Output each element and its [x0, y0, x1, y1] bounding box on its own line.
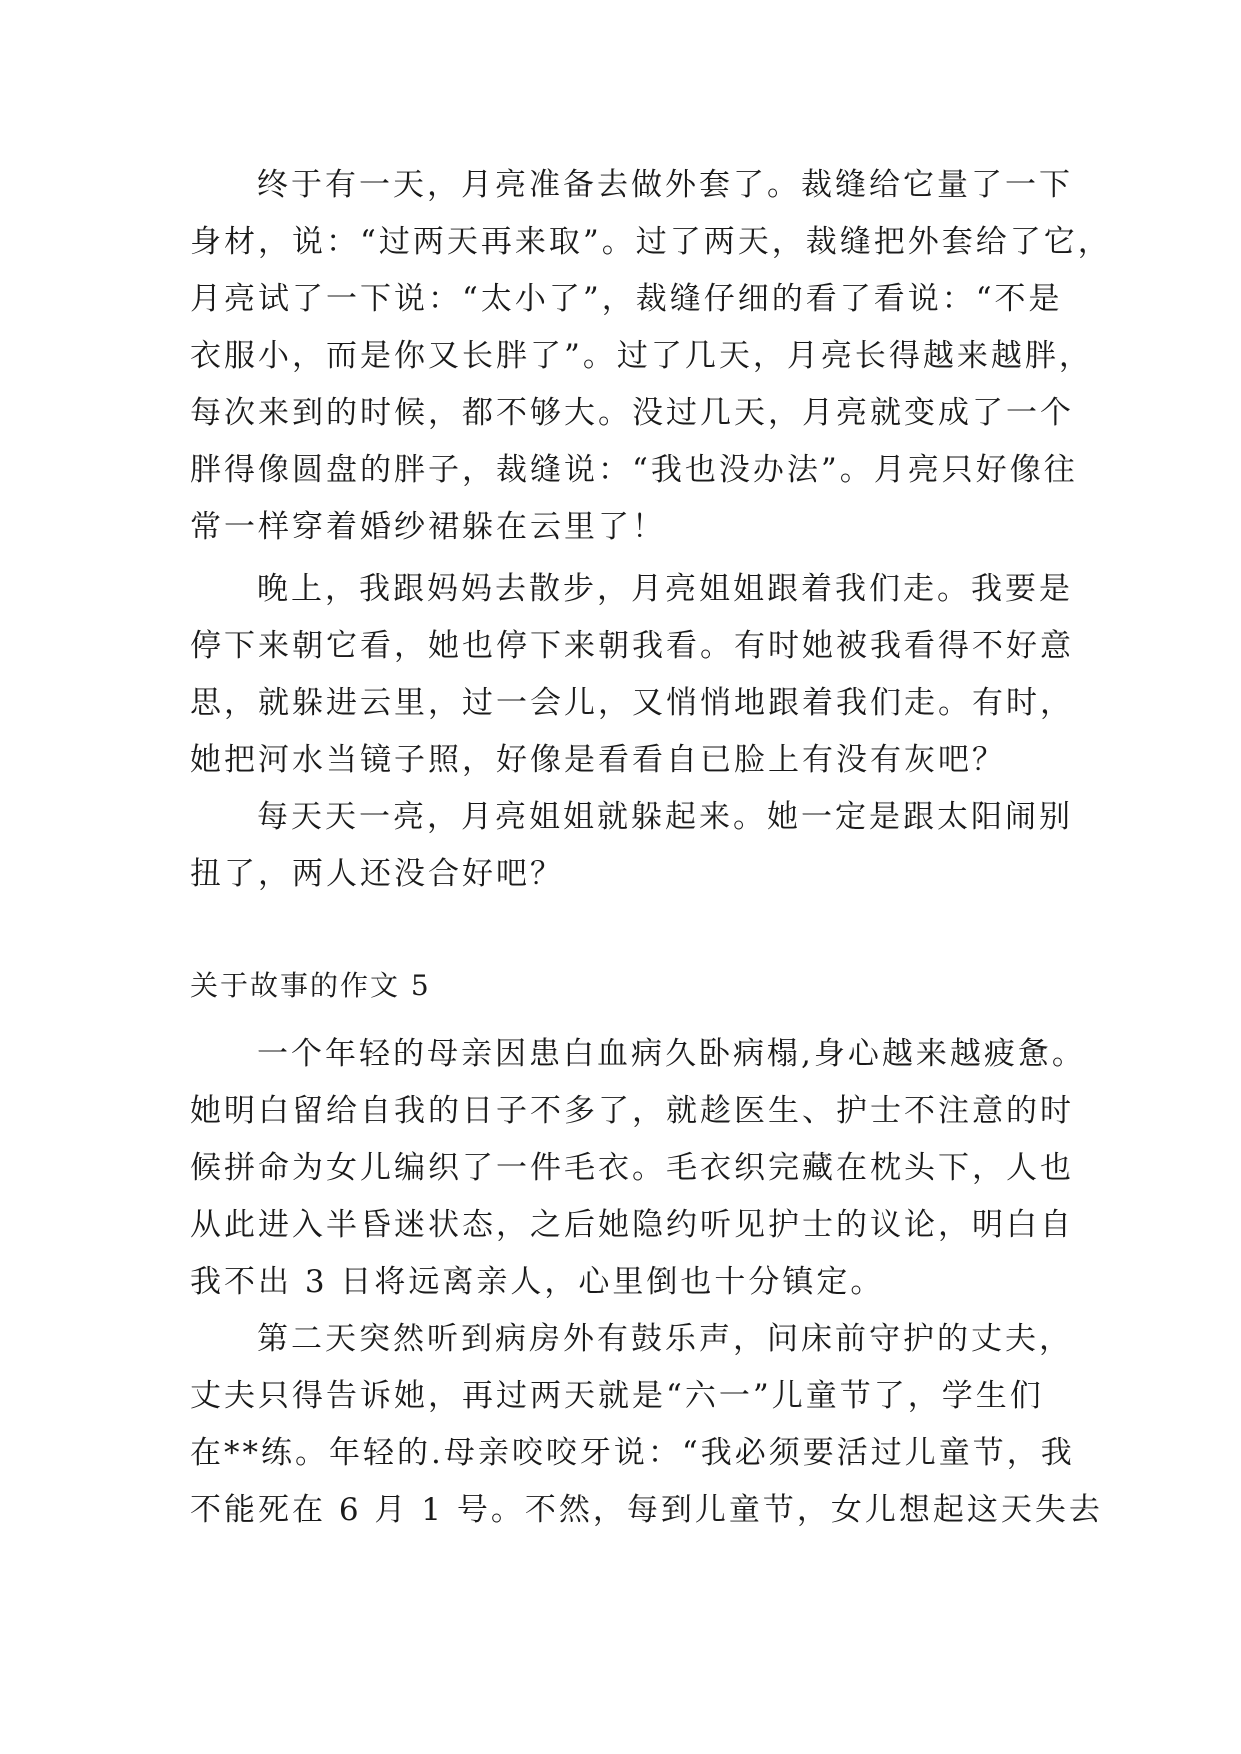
text-line: 在**练。年轻的.母亲咬咬牙说：“我必须要活过儿童节，我 — [190, 1435, 1075, 1471]
text-line: 常一样穿着婚纱裙躲在云里了！ — [190, 509, 666, 545]
text-line: 身材，说：“过两天再来取”。过了两天，裁缝把外套给了它， — [190, 224, 1112, 260]
text-line: 扭了，两人还没合好吧？ — [190, 856, 564, 892]
text-line: 衣服小，而是你又长胖了”。过了几天，月亮长得越来越胖， — [190, 338, 1093, 374]
text-line: 每天天一亮，月亮姐姐就躲起来。她一定是跟太阳闹别 — [257, 799, 1073, 835]
text-line: 我不出 3 日将远离亲人，心里倒也十分镇定。 — [190, 1264, 885, 1300]
paragraph-childrens-day — [190, 1311, 1103, 1539]
text-line: 停下来朝它看，她也停下来朝我看。有时她被我看得不好意 — [190, 628, 1074, 664]
paragraph-moon-hides — [190, 789, 1073, 903]
text-line: 丈夫只得告诉她，再过两天就是“六一”儿童节了，学生们 — [190, 1378, 1044, 1414]
text-line: 她明白留给自我的日子不多了，就趁医生、护士不注意的时 — [190, 1093, 1074, 1129]
text-line: 每次来到的时候，都不够大。没过几天，月亮就变成了一个 — [190, 395, 1074, 431]
text-line: 终于有一天，月亮准备去做外套了。裁缝给它量了一下 — [257, 167, 1073, 203]
paragraph-evening-walk — [190, 561, 1074, 789]
text-line: 思，就躲进云里，过一会儿，又悄悄地跟着我们走。有时， — [190, 685, 1074, 721]
paragraph-moon-coat — [190, 157, 1112, 556]
text-line: 第二天突然听到病房外有鼓乐声，问床前守护的丈夫， — [257, 1321, 1073, 1357]
text-line: 胖得像圆盘的胖子，裁缝说：“我也没办法”。月亮只好像往 — [190, 452, 1078, 488]
text-line: 从此进入半昏迷状态，之后她隐约听见护士的议论，明白自 — [190, 1207, 1074, 1243]
paragraph-young-mother — [190, 1026, 1086, 1311]
text-line: 月亮试了一下说：“太小了”，裁缝仔细的看了看说：“不是 — [190, 281, 1063, 317]
text-line: 晚上，我跟妈妈去散步，月亮姐姐跟着我们走。我要是 — [257, 571, 1073, 607]
text-line: 候拼命为女儿编织了一件毛衣。毛衣织完藏在枕头下，人也 — [190, 1150, 1074, 1186]
text-line: 她把河水当镜子照，好像是看看自已脸上有没有灰吧？ — [190, 742, 1006, 778]
text-line: 不能死在 6 月 1 号。不然，每到儿童节，女儿想起这天失去 — [190, 1492, 1103, 1528]
text-line: 一个年轻的母亲因患白血病久卧病榻,身心越来越疲惫。 — [257, 1036, 1086, 1072]
section-heading: 关于故事的作文 5 — [190, 969, 431, 1002]
